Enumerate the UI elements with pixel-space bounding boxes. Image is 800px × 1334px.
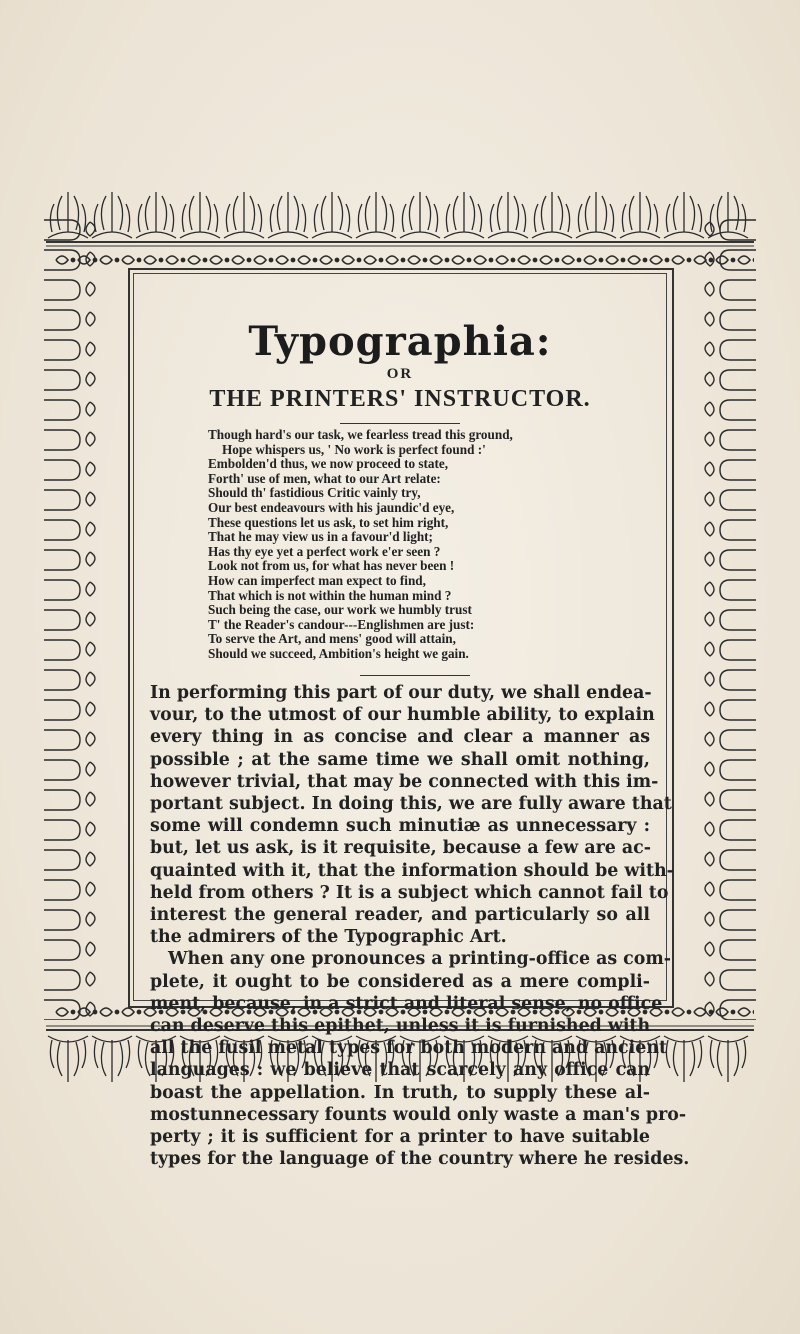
poem-line: Should we succeed, Ambition's height we gain. xyxy=(208,645,469,661)
poem-line: Has thy eye yet a perfect work e'er seen ? xyxy=(208,543,441,559)
fleuron-ornament xyxy=(708,1036,748,1082)
fleuron-ornament xyxy=(92,1036,132,1082)
prose-line: perty ; it is sufficient for a printer to have suitable xyxy=(150,1127,650,1148)
side-ornament xyxy=(705,1000,756,1020)
fleuron-ornament xyxy=(312,192,352,238)
title-rule xyxy=(340,423,460,424)
side-ornament xyxy=(44,850,95,870)
vine-ornament xyxy=(254,256,266,264)
side-ornament xyxy=(705,610,756,630)
side-ornament xyxy=(44,760,95,780)
side-ornament xyxy=(705,910,756,930)
fleuron-ornament xyxy=(180,192,220,238)
poem-line: Hope whispers us, ' No work is perfect found :' xyxy=(222,441,486,457)
prose-line: plete, it ought to be considered as a mere compli- xyxy=(150,971,650,992)
body-text xyxy=(150,682,690,1170)
prose-line: ment, because, in a strict and literal sense, no office xyxy=(150,993,663,1014)
page-subtitle: THE PRINTERS' INSTRUCTOR. xyxy=(209,386,591,412)
vine-ornament xyxy=(210,256,222,264)
prose-line: the admirers of the Typographic Art. xyxy=(150,927,507,948)
side-ornament xyxy=(705,730,756,750)
vine-ornament xyxy=(320,256,332,264)
side-ornament xyxy=(44,280,95,300)
vine-ornament xyxy=(298,256,310,264)
vine-ornament xyxy=(232,256,244,264)
side-ornament xyxy=(44,670,95,690)
side-ornament xyxy=(44,970,95,990)
side-ornament xyxy=(705,310,756,330)
right-ornament-border xyxy=(690,210,760,1020)
fleuron-ornament xyxy=(576,192,616,238)
side-ornament xyxy=(44,790,95,810)
side-ornament xyxy=(705,550,756,570)
fleuron-ornament xyxy=(48,1036,88,1082)
vine-ornament xyxy=(474,256,486,264)
prose-line: all the fusil metal types for both modern and ancient xyxy=(150,1038,667,1059)
vine-ornament xyxy=(672,256,684,264)
side-ornament xyxy=(705,940,756,960)
side-ornament xyxy=(44,610,95,630)
side-ornament xyxy=(44,220,95,240)
poem-line: Should th' fastidious Critic vainly try, xyxy=(208,485,421,501)
poem-line: Our best endeavours with his jaundic'd eye, xyxy=(208,499,455,515)
fleuron-ornament xyxy=(488,192,528,238)
side-ornament xyxy=(705,580,756,600)
vine-ornament xyxy=(518,256,530,264)
side-ornament xyxy=(44,310,95,330)
fleuron-ornament xyxy=(620,192,660,238)
prose-line: however trivial, that may be connected with this im- xyxy=(150,771,659,792)
prose-line: When any one pronounces a printing-office as com- xyxy=(168,949,671,970)
side-ornament xyxy=(705,340,756,360)
fleuron-ornament xyxy=(532,192,572,238)
poem-line: Look not from us, for what has never been ! xyxy=(208,558,455,574)
prose-line: possible ; at the same time we shall omit nothing, xyxy=(150,749,650,770)
side-ornament xyxy=(44,730,95,750)
vine-ornament xyxy=(430,256,442,264)
fleuron-ornament xyxy=(664,1036,704,1082)
prose-line: interest the general reader, and particularly so all xyxy=(150,905,650,926)
side-ornament xyxy=(44,880,95,900)
side-ornament xyxy=(44,400,95,420)
vine-ornament xyxy=(276,256,288,264)
poem-line: T' the Reader's candour---Englishmen are just: xyxy=(208,616,475,632)
side-ornament xyxy=(705,970,756,990)
side-ornament xyxy=(705,670,756,690)
poem-line: Though hard's our task, we fearless tread this ground, xyxy=(208,427,513,442)
side-ornament xyxy=(44,910,95,930)
vine-ornament xyxy=(188,256,200,264)
prose-line: mostunnecessary founts would only waste a man's pro- xyxy=(150,1104,687,1125)
side-ornament xyxy=(705,400,756,420)
prose-line: quainted with it, that the information should be with- xyxy=(150,860,674,881)
side-ornament xyxy=(44,520,95,540)
side-ornament xyxy=(44,820,95,840)
prose-line: languages : we believe that scarcely any office can xyxy=(150,1060,650,1081)
prose-line: every thing in as concise and clear a manner as xyxy=(150,727,650,748)
prose-line: can deserve this epithet, unless it is furnished with xyxy=(150,1016,651,1037)
fleuron-ornament xyxy=(268,192,308,238)
vine-ornament xyxy=(166,256,178,264)
side-ornament xyxy=(705,280,756,300)
prose-line: types for the language of the country where he resides. xyxy=(150,1149,690,1170)
side-ornament xyxy=(705,820,756,840)
side-ornament xyxy=(44,460,95,480)
side-ornament xyxy=(705,700,756,720)
fleuron-ornament xyxy=(400,192,440,238)
poem-line: To serve the Art, and mens' good will attain, xyxy=(208,631,456,647)
side-ornament xyxy=(705,880,756,900)
vine-ornament xyxy=(628,256,640,264)
poem-line: Forth' use of men, what to our Art relate: xyxy=(208,470,441,486)
side-ornament xyxy=(44,940,95,960)
side-ornament xyxy=(44,550,95,570)
side-ornament xyxy=(44,340,95,360)
fleuron-ornament xyxy=(224,192,264,238)
prose-line: but, let us ask, is it requisite, because a few are ac- xyxy=(150,838,651,859)
side-ornament xyxy=(705,220,756,240)
poem-line: That he may view us in a favour'd light; xyxy=(208,529,433,545)
vine-ornament xyxy=(122,256,134,264)
fleuron-ornament xyxy=(444,192,484,238)
side-ornament xyxy=(44,580,95,600)
poem-rule xyxy=(360,675,470,676)
left-ornament-border xyxy=(40,210,110,1020)
side-ornament xyxy=(44,430,95,450)
prose-line: held from others ? It is a subject which cannot fail to xyxy=(150,882,669,903)
vine-ornament xyxy=(386,256,398,264)
side-ornament xyxy=(44,640,95,660)
vine-ornament xyxy=(122,1008,134,1016)
side-ornament xyxy=(44,490,95,510)
side-ornament xyxy=(44,700,95,720)
prose-line: In performing this part of our duty, we shall endea- xyxy=(150,683,652,703)
prose-line: some will condemn such minutiæ as unnecessary : xyxy=(150,816,650,837)
top-ornament-border xyxy=(46,182,754,270)
side-ornament xyxy=(705,790,756,810)
side-ornament xyxy=(44,1000,95,1020)
side-ornament xyxy=(705,430,756,450)
poem-line: That which is not within the human mind ? xyxy=(208,587,452,603)
vine-ornament xyxy=(650,256,662,264)
vine-ornament xyxy=(496,256,508,264)
side-ornament xyxy=(705,370,756,390)
vine-ornament xyxy=(606,256,618,264)
side-ornament xyxy=(705,640,756,660)
side-ornament xyxy=(44,250,95,270)
side-ornament xyxy=(705,460,756,480)
side-ornament xyxy=(705,850,756,870)
vine-ornament xyxy=(408,256,420,264)
side-ornament xyxy=(705,520,756,540)
title-or: OR xyxy=(386,366,414,382)
page-title: Typographia: xyxy=(248,318,552,365)
vine-ornament xyxy=(364,256,376,264)
vine-ornament xyxy=(342,256,354,264)
poem-line: How can imperfect man expect to find, xyxy=(208,572,426,588)
fleuron-ornament xyxy=(356,192,396,238)
poem-line: Such being the case, our work we humbly trust xyxy=(208,602,472,618)
poem-line: These questions let us ask, to set him right, xyxy=(208,514,449,530)
fleuron-ornament xyxy=(136,192,176,238)
side-ornament xyxy=(44,370,95,390)
prefatory-poem xyxy=(208,428,628,662)
vine-ornament xyxy=(540,256,552,264)
side-ornament xyxy=(705,250,756,270)
side-ornament xyxy=(705,760,756,780)
prose-line: portant subject. In doing this, we are fully aware that xyxy=(150,794,672,815)
poem-line: Embolden'd thus, we now proceed to state, xyxy=(208,456,449,472)
side-ornament xyxy=(705,490,756,510)
vine-ornament xyxy=(672,1008,684,1016)
vine-ornament xyxy=(452,256,464,264)
vine-ornament xyxy=(562,256,574,264)
prose-line: boast the appellation. In truth, to supply these al- xyxy=(150,1082,650,1103)
vine-ornament xyxy=(584,256,596,264)
vine-ornament xyxy=(144,256,156,264)
prose-line: vour, to the utmost of our humble ability, to explain xyxy=(150,705,655,726)
